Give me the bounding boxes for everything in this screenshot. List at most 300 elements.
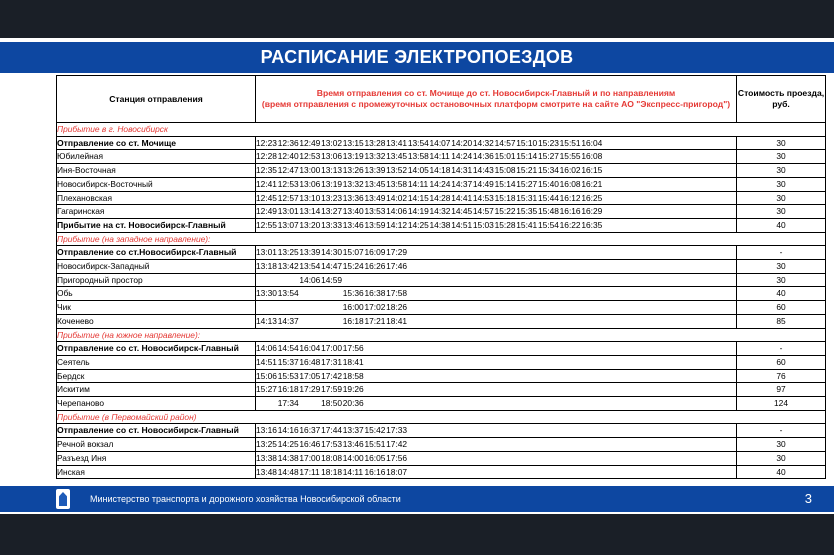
departure-time: 14:54 [277, 343, 299, 354]
departure-time: 14:37 [277, 315, 299, 326]
departure-time: 13:42 [277, 261, 299, 272]
departure-time: 12:49 [299, 137, 321, 148]
fare-cost: 30 [737, 150, 826, 164]
departure-time: 16:04 [299, 343, 321, 354]
departure-time: 16:29 [581, 206, 603, 217]
departure-time: 13:19 [342, 151, 364, 162]
departure-time: 13:41 [386, 137, 408, 148]
departure-time: 18:41 [386, 315, 408, 326]
departure-time: 14:24 [429, 178, 451, 189]
departure-time: 12:41 [256, 178, 277, 189]
departure-time: 15:27 [256, 384, 277, 395]
departure-time: 15:44 [537, 192, 559, 203]
departure-time: 14:41 [451, 192, 473, 203]
fare-cost: 97 [737, 383, 826, 397]
table-row [57, 342, 826, 356]
fare-cost: 30 [737, 438, 826, 452]
departure-time: 13:32 [364, 151, 386, 162]
departure-times [256, 355, 737, 369]
table-row [57, 383, 826, 397]
departure-times [256, 191, 737, 205]
departure-time: 15:23 [537, 137, 559, 148]
section-row [57, 232, 826, 246]
departure-time: 15:14 [494, 178, 516, 189]
departure-time: 15:22 [494, 206, 516, 217]
departure-time: 14:32 [429, 206, 451, 217]
departure-time: 15:53 [277, 370, 299, 381]
departure-times [256, 314, 737, 328]
departure-time: 16:12 [559, 192, 581, 203]
departure-time: 13:07 [277, 219, 299, 230]
departure-time: 12:36 [277, 137, 299, 148]
departure-time: 18:08 [321, 452, 343, 463]
departure-time: 13:20 [299, 219, 321, 230]
departure-time: 17:56 [386, 452, 408, 463]
departure-time: 13:54 [407, 137, 429, 148]
station-name: Отправление со ст. Новосибирск-Главный [57, 424, 256, 438]
departure-time: 15:21 [516, 165, 538, 176]
departure-time: 18:50 [321, 398, 343, 409]
departure-time: 14:36 [472, 151, 494, 162]
departure-time: 12:49 [256, 206, 277, 217]
departure-time: 17:59 [321, 384, 343, 395]
departure-time: 18:58 [342, 370, 364, 381]
departure-times [256, 177, 737, 191]
departure-time: 13:25 [256, 439, 277, 450]
section-row [57, 328, 826, 342]
departure-time: 14:06 [386, 206, 408, 217]
section-label: Прибытие (на южное направление): [57, 328, 826, 342]
departure-time: 14:28 [429, 192, 451, 203]
header-times [256, 76, 737, 123]
departure-time: 14:38 [429, 219, 451, 230]
station-name: Гагаринская [57, 205, 256, 219]
departure-time: 14:47 [321, 261, 343, 272]
departure-time: 19:26 [342, 384, 364, 395]
fare-cost: 60 [737, 301, 826, 315]
departure-time: 12:35 [256, 165, 277, 176]
departure-time: 15:42 [364, 425, 386, 436]
table-row [57, 164, 826, 178]
departure-time: 14:59 [321, 274, 343, 285]
station-name: Сеятель [57, 355, 256, 369]
departure-time: 17:33 [386, 425, 408, 436]
departure-time: 15:41 [516, 219, 538, 230]
departure-time: 14:45 [451, 206, 473, 217]
departure-time: 17:46 [386, 261, 408, 272]
departure-time: 16:48 [299, 356, 321, 367]
departure-time: 15:06 [256, 370, 277, 381]
departure-time: 12:40 [277, 151, 299, 162]
departure-time: 13:27 [321, 206, 343, 217]
departure-time: 14:11 [342, 466, 364, 477]
departure-time: 13:40 [342, 206, 364, 217]
departure-time: 17:29 [386, 247, 408, 258]
departure-times [256, 465, 737, 479]
station-name: Обь [57, 287, 256, 301]
departure-times [256, 150, 737, 164]
departure-times [256, 205, 737, 219]
station-name: Бердск [57, 369, 256, 383]
departure-time: 13:06 [321, 151, 343, 162]
station-name: Коченево [57, 314, 256, 328]
departure-time: 14:20 [451, 137, 473, 148]
departure-time: 14:11 [429, 151, 450, 162]
fare-cost: 30 [737, 451, 826, 465]
departure-time: 14:57 [472, 206, 494, 217]
table-row [57, 150, 826, 164]
schedule-table [56, 75, 826, 479]
station-name: Новосибирск-Западный [57, 260, 256, 274]
departure-time: 14:19 [407, 206, 429, 217]
departure-time: 14:53 [472, 192, 494, 203]
departure-time: 16:16 [559, 206, 581, 217]
departure-time: 13:26 [342, 165, 364, 176]
departure-times [256, 260, 737, 274]
departure-time: 13:58 [407, 151, 429, 162]
departure-time: 17:11 [299, 466, 320, 477]
departure-time: 17:02 [364, 302, 386, 313]
departure-time: 12:53 [299, 151, 321, 162]
departure-time: 12:53 [277, 178, 299, 189]
table-row [57, 218, 826, 232]
table-row [57, 451, 826, 465]
station-name: Разъезд Иня [57, 451, 256, 465]
section-row [57, 123, 826, 137]
departure-times [256, 424, 737, 438]
departure-time: 16:18 [277, 384, 299, 395]
departure-time: 13:30 [256, 288, 277, 299]
departure-time: 16:04 [581, 137, 603, 148]
departure-time: 14:15 [407, 192, 429, 203]
departure-time: 17:31 [321, 356, 343, 367]
table-row [57, 355, 826, 369]
departure-times [256, 301, 737, 315]
departure-time: 14:51 [256, 356, 277, 367]
departure-time: 13:06 [299, 178, 321, 189]
header-times-line1: Время отправления со ст. Мочище до ст. Новосибирск-Главный и по направлениям [316, 88, 676, 98]
departure-time: 15:14 [516, 151, 538, 162]
departure-time: 12:23 [256, 137, 277, 148]
departure-times [256, 438, 737, 452]
page-number: 3 [804, 491, 812, 506]
station-name: Отправление со ст.Новосибирск-Главный [57, 246, 256, 260]
station-name: Черепаново [57, 397, 256, 411]
departure-time: 14:43 [472, 165, 494, 176]
departure-time: 15:03 [472, 219, 494, 230]
schedule-body [57, 123, 826, 479]
table-row [57, 314, 826, 328]
departure-times [256, 383, 737, 397]
fare-cost: 30 [737, 191, 826, 205]
departure-time: 13:16 [256, 425, 277, 436]
section-label: Прибытие (в Первомайский район) [57, 410, 826, 424]
departure-time: 15:37 [277, 356, 299, 367]
station-name: Чик [57, 301, 256, 315]
departure-time: 13:54 [277, 288, 299, 299]
fare-cost: - [737, 424, 826, 438]
departure-time: 18:41 [342, 356, 364, 367]
departure-time: 13:36 [342, 192, 364, 203]
departure-time: 15:01 [494, 151, 516, 162]
table-row [57, 465, 826, 479]
departure-time: 13:59 [364, 219, 386, 230]
table-row [57, 136, 826, 150]
departure-time: 13:38 [256, 452, 277, 463]
header-station: Станция отправления [57, 76, 256, 123]
departure-time: 16:22 [559, 219, 581, 230]
departure-times [256, 451, 737, 465]
departure-time: 13:37 [342, 425, 364, 436]
table-row [57, 205, 826, 219]
departure-time: 13:02 [321, 137, 343, 148]
departure-time: 12:47 [277, 165, 299, 176]
header-cost: Стоимость проезда, руб. [737, 76, 826, 123]
station-name: Прибытие на ст. Новосибирск-Главный [57, 218, 256, 232]
fare-cost: 40 [737, 287, 826, 301]
departure-times [256, 273, 737, 287]
fare-cost: 30 [737, 273, 826, 287]
departure-time: 13:28 [364, 137, 386, 148]
departure-time: 16:35 [581, 219, 603, 230]
departure-time: 14:32 [472, 137, 494, 148]
departure-time: 13:32 [342, 178, 364, 189]
departure-time: 17:21 [364, 315, 386, 326]
departure-times [256, 218, 737, 232]
fare-cost: 124 [737, 397, 826, 411]
fare-cost: 40 [737, 465, 826, 479]
station-name: Плехановская [57, 191, 256, 205]
departure-time: 12:28 [256, 151, 277, 162]
departure-time: 15:27 [516, 178, 538, 189]
table-row [57, 301, 826, 315]
departure-time: 17:34 [277, 398, 299, 409]
departure-time: 16:15 [581, 165, 603, 176]
departure-time: 17:00 [299, 452, 321, 463]
departure-times [256, 369, 737, 383]
departure-time: 16:09 [364, 247, 386, 258]
departure-time: 14:31 [451, 165, 473, 176]
slide [0, 38, 834, 514]
fare-cost: 76 [737, 369, 826, 383]
departure-time: 14:30 [321, 247, 343, 258]
departure-time: 16:08 [581, 151, 603, 162]
fare-cost: 30 [737, 177, 826, 191]
fare-cost: 40 [737, 218, 826, 232]
departure-time: 14:05 [407, 165, 429, 176]
table-header-row [57, 76, 826, 123]
station-name: Искитим [57, 383, 256, 397]
departure-time: 15:24 [342, 261, 364, 272]
departure-time: 14:16 [277, 425, 299, 436]
station-name: Речной вокзал [57, 438, 256, 452]
departure-time: 13:25 [277, 247, 299, 258]
departure-time: 15:27 [537, 151, 559, 162]
departure-time: 13:45 [364, 178, 386, 189]
departure-time: 15:34 [537, 165, 559, 176]
departure-time: 16:46 [299, 439, 321, 450]
departure-time: 13:23 [321, 192, 343, 203]
departure-time: 15:51 [559, 137, 581, 148]
departure-time: 15:35 [516, 206, 538, 217]
departure-time: 14:51 [451, 219, 473, 230]
departure-times [256, 397, 737, 411]
departure-time: 13:19 [321, 178, 343, 189]
departure-time: 17:53 [321, 439, 343, 450]
departure-time: 18:26 [386, 302, 408, 313]
departure-time: 16:05 [364, 452, 386, 463]
departure-time: 16:08 [559, 178, 581, 189]
departure-time: 13:39 [299, 247, 321, 258]
departure-time: 16:38 [364, 288, 386, 299]
departure-time: 15:54 [537, 219, 559, 230]
table-row [57, 424, 826, 438]
station-name: Отправление со ст. Мочище [57, 136, 256, 150]
departure-time: 14:02 [386, 192, 408, 203]
departure-time: 14:49 [472, 178, 494, 189]
departure-times [256, 164, 737, 178]
departure-time: 17:42 [321, 370, 343, 381]
departure-time: 14:11 [407, 178, 429, 189]
fare-cost: 85 [737, 314, 826, 328]
fare-cost: 30 [737, 260, 826, 274]
departure-time: 14:12 [386, 219, 408, 230]
departure-time: 14:06 [299, 274, 321, 285]
departure-time: 16:16 [364, 466, 386, 477]
departure-time: 16:26 [364, 261, 386, 272]
departure-time: 12:55 [256, 219, 277, 230]
departure-time: 13:54 [299, 261, 321, 272]
departure-time: 14:07 [429, 137, 451, 148]
departure-time: 13:46 [342, 219, 364, 230]
departure-time: 14:13 [256, 315, 277, 326]
departure-time: 13:01 [277, 206, 299, 217]
departure-time: 15:51 [364, 439, 386, 450]
section-label: Прибытие в г. Новосибирск [57, 123, 826, 137]
departure-time: 15:55 [559, 151, 581, 162]
departure-time: 14:57 [494, 137, 516, 148]
station-name: Отправление со ст. Новосибирск-Главный [57, 342, 256, 356]
station-name: Пригородный простор [57, 273, 256, 287]
departure-time: 13:46 [342, 439, 364, 450]
departure-time: 17:58 [386, 288, 408, 299]
departure-time: 16:18 [342, 315, 364, 326]
departure-time: 13:52 [386, 165, 408, 176]
departure-time: 17:29 [299, 384, 321, 395]
departure-time: 16:02 [559, 165, 581, 176]
departure-times [256, 342, 737, 356]
departure-time: 13:10 [299, 192, 321, 203]
departure-time: 13:39 [364, 165, 386, 176]
departure-time: 13:00 [299, 165, 321, 176]
departure-time: 15:36 [342, 288, 364, 299]
departure-time: 13:45 [386, 151, 408, 162]
coat-of-arms-icon [56, 489, 70, 509]
departure-time: 15:48 [537, 206, 559, 217]
departure-time: 17:56 [342, 343, 364, 354]
departure-time: 13:48 [256, 466, 277, 477]
fare-cost: 60 [737, 355, 826, 369]
section-row [57, 410, 826, 424]
departure-time: 14:25 [277, 439, 299, 450]
table-row [57, 287, 826, 301]
table-row [57, 369, 826, 383]
departure-time: 14:37 [451, 178, 473, 189]
fare-cost: - [737, 246, 826, 260]
departure-time: 15:31 [516, 192, 538, 203]
departure-time: 17:42 [386, 439, 408, 450]
departure-time: 14:00 [342, 452, 364, 463]
table-row [57, 260, 826, 274]
fare-cost: 30 [737, 205, 826, 219]
departure-time: 14:48 [277, 466, 299, 477]
header-times-line2: (время отправления с промежуточных остановочных платформ смотрите на сайте АО "Экспресс-пригород") [261, 99, 731, 109]
departure-time: 14:18 [429, 165, 451, 176]
footer-bar [0, 486, 834, 512]
fare-cost: 30 [737, 164, 826, 178]
departure-time: 16:25 [581, 192, 603, 203]
departure-time: 13:13 [321, 165, 343, 176]
departure-time: 15:07 [342, 247, 364, 258]
station-name: Юбилейная [57, 150, 256, 164]
departure-time: 18:07 [386, 466, 408, 477]
departure-time: 17:05 [299, 370, 321, 381]
departure-time: 16:37 [299, 425, 321, 436]
footer-organization: Министерство транспорта и дорожного хозяйства Новосибирской области [90, 494, 401, 504]
departure-time: 13:01 [256, 247, 277, 258]
departure-time: 17:00 [321, 343, 343, 354]
departure-times [256, 246, 737, 260]
table-row [57, 273, 826, 287]
section-label: Прибытие (на западное направление): [57, 232, 826, 246]
departure-time: 13:49 [364, 192, 386, 203]
table-row [57, 246, 826, 260]
page-title: РАСПИСАНИЕ ЭЛЕКТРОПОЕЗДОВ [0, 42, 834, 73]
departure-time: 12:57 [277, 192, 299, 203]
departure-time: 15:08 [494, 165, 516, 176]
table-row [57, 191, 826, 205]
departure-time: 17:44 [321, 425, 343, 436]
table-row [57, 397, 826, 411]
departure-time: 12:45 [256, 192, 277, 203]
table-row [57, 177, 826, 191]
departure-time: 13:33 [321, 219, 343, 230]
departure-time: 15:18 [494, 192, 516, 203]
departure-times [256, 287, 737, 301]
departure-time: 13:14 [299, 206, 321, 217]
station-name: Инская [57, 465, 256, 479]
departure-time: 14:25 [407, 219, 429, 230]
departure-time: 13:15 [342, 137, 364, 148]
departure-time: 16:21 [581, 178, 603, 189]
fare-cost: 30 [737, 136, 826, 150]
departure-time: 14:24 [451, 151, 473, 162]
departure-time: 14:06 [256, 343, 277, 354]
station-name: Новосибирск-Восточный [57, 177, 256, 191]
departure-time: 13:53 [364, 206, 386, 217]
departure-time: 14:38 [277, 452, 299, 463]
departure-time: 20:36 [342, 398, 364, 409]
station-name: Иня-Восточная [57, 164, 256, 178]
departure-time: 16:00 [342, 302, 364, 313]
table-row [57, 438, 826, 452]
departure-times [256, 136, 737, 150]
departure-time: 15:10 [516, 137, 538, 148]
departure-time: 15:28 [494, 219, 516, 230]
fare-cost: - [737, 342, 826, 356]
departure-time: 18:18 [321, 466, 343, 477]
departure-time: 13:18 [256, 261, 277, 272]
